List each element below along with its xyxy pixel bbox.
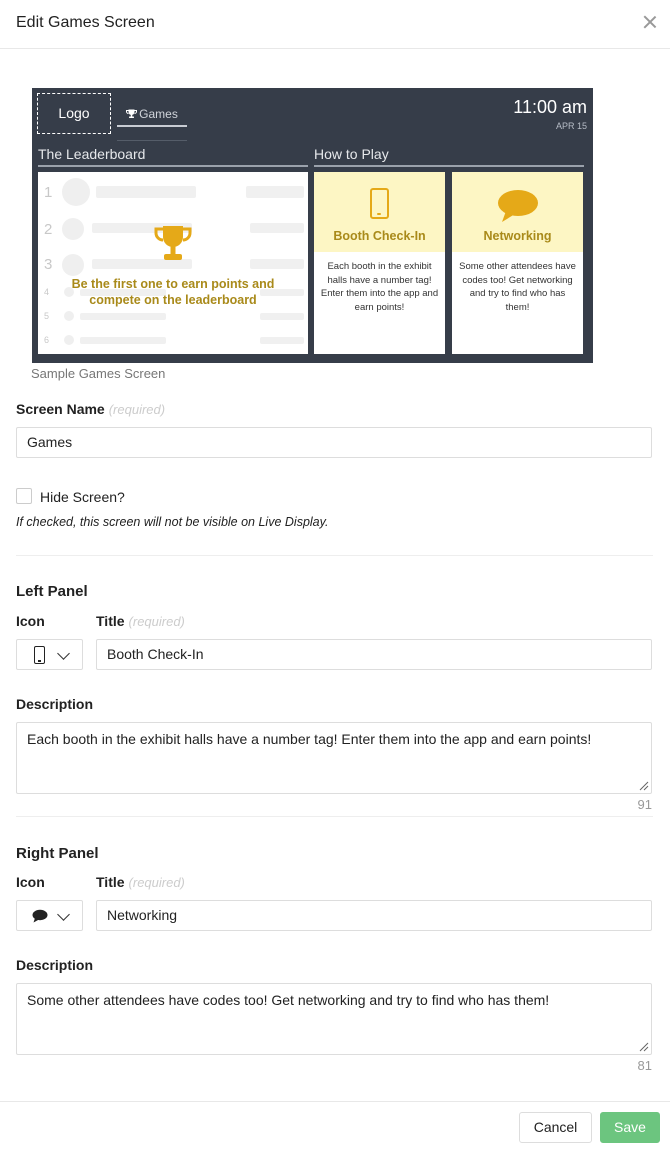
leaderboard-score-placeholder xyxy=(246,186,304,198)
preview-caption: Sample Games Screen xyxy=(31,366,166,381)
preview-how-to-play-heading: How to Play xyxy=(314,146,389,162)
trophy-icon xyxy=(126,109,137,119)
chevron-down-icon xyxy=(57,647,70,660)
resize-handle-icon[interactable] xyxy=(639,1042,649,1052)
preview-tab-divider xyxy=(117,140,187,141)
right-icon-label: Icon xyxy=(16,874,45,890)
left-title-input[interactable]: Booth Check-In xyxy=(96,639,652,670)
chevron-down-icon xyxy=(57,908,70,921)
right-panel-heading: Right Panel xyxy=(16,845,99,862)
left-description-text: Each booth in the exhibit halls have a number tag! Enter them into the app and earn points! xyxy=(27,731,592,747)
left-icon-select[interactable] xyxy=(16,639,83,670)
leaderboard-score-placeholder xyxy=(260,313,304,320)
leaderboard-empty-message: Be the first one to earn points and compete on the leaderboard xyxy=(71,277,275,307)
phone-icon xyxy=(370,188,389,219)
preview-games-tab xyxy=(117,105,187,127)
leaderboard-rank: 3 xyxy=(44,256,53,273)
hide-screen-checkbox[interactable] xyxy=(16,488,32,504)
preview-date: APR 15 xyxy=(555,121,587,131)
preview-tab-label: Games xyxy=(139,107,178,121)
screen-name-input[interactable]: Games xyxy=(16,427,652,458)
preview-leaderboard-rule xyxy=(38,165,308,167)
close-icon[interactable] xyxy=(640,12,660,32)
leaderboard-avatar-placeholder xyxy=(62,254,84,276)
required-hint: (required) xyxy=(108,402,166,417)
left-description-label: Description xyxy=(16,696,94,712)
preview-logo-placeholder: Logo xyxy=(37,93,111,134)
leaderboard-name-placeholder xyxy=(96,186,196,198)
left-icon-label: Icon xyxy=(16,613,45,629)
right-title-label-text: Title xyxy=(96,874,125,890)
leaderboard-rank: 2 xyxy=(44,221,53,238)
leaderboard-rank: 5 xyxy=(44,311,50,321)
leaderboard-rank: 1 xyxy=(44,184,53,201)
preview-left-card xyxy=(314,172,445,354)
hide-screen-label[interactable]: Hide Screen? xyxy=(40,489,125,505)
leaderboard-score-placeholder xyxy=(260,337,304,344)
preview-how-to-play-rule xyxy=(314,165,584,167)
footer-divider xyxy=(0,1101,670,1102)
required-hint: (required) xyxy=(128,614,185,629)
screen-name-label xyxy=(16,401,165,417)
preview-right-card xyxy=(452,172,583,354)
leaderboard-rank: 6 xyxy=(44,335,50,345)
leaderboard-score-placeholder xyxy=(250,259,304,269)
leaderboard-rank: 4 xyxy=(44,287,50,297)
preview-time: 11:00 am xyxy=(513,97,587,117)
speech-bubble-icon xyxy=(32,909,48,923)
preview-left-card-description: Each booth in the exhibit halls have a number tag! Enter them into the app and earn points! xyxy=(320,261,439,313)
leaderboard-avatar-placeholder xyxy=(62,178,90,206)
modal-title: Edit Games Screen xyxy=(16,14,155,31)
preview-leaderboard-heading: The Leaderboard xyxy=(38,146,146,162)
leaderboard-score-placeholder xyxy=(250,223,304,233)
right-title-label xyxy=(96,874,185,890)
leaderboard-name-placeholder xyxy=(80,313,166,320)
preview-leaderboard xyxy=(38,172,308,354)
left-title-label-text: Title xyxy=(96,613,125,629)
right-description-char-count: 81 xyxy=(637,1058,652,1073)
right-description-textarea[interactable] xyxy=(16,983,652,1055)
right-title-input[interactable]: Networking xyxy=(96,900,652,931)
hide-screen-help-text: If checked, this screen will not be visible on Live Display. xyxy=(16,515,329,529)
leaderboard-avatar-placeholder xyxy=(64,311,74,321)
left-description-char-count: 91 xyxy=(637,797,652,812)
right-icon-select[interactable] xyxy=(16,900,83,931)
required-hint: (required) xyxy=(128,875,185,890)
section-divider xyxy=(16,816,653,817)
right-description-label: Description xyxy=(16,957,94,973)
resize-handle-icon[interactable] xyxy=(639,781,649,791)
cancel-button[interactable]: Cancel xyxy=(519,1112,592,1143)
right-description-text: Some other attendees have codes too! Get networking and try to find who has them! xyxy=(27,992,550,1008)
games-screen-preview xyxy=(32,88,593,363)
left-title-label xyxy=(96,613,185,629)
speech-bubble-icon xyxy=(497,189,539,223)
leaderboard-name-placeholder xyxy=(80,337,166,344)
leaderboard-avatar-placeholder xyxy=(64,335,74,345)
preview-right-card-title: Networking xyxy=(483,229,552,243)
leaderboard-avatar-placeholder xyxy=(62,218,84,240)
screen-name-label-text: Screen Name xyxy=(16,401,105,417)
left-panel-heading: Left Panel xyxy=(16,583,88,600)
preview-right-card-description: Some other attendees have codes too! Get networking and try to find who has them! xyxy=(459,261,576,313)
phone-icon xyxy=(34,646,45,664)
trophy-icon xyxy=(152,224,194,264)
left-description-textarea[interactable] xyxy=(16,722,652,794)
section-divider xyxy=(16,555,653,556)
preview-left-card-title: Booth Check-In xyxy=(333,229,426,243)
modal-header xyxy=(0,0,670,49)
save-button[interactable]: Save xyxy=(600,1112,660,1143)
